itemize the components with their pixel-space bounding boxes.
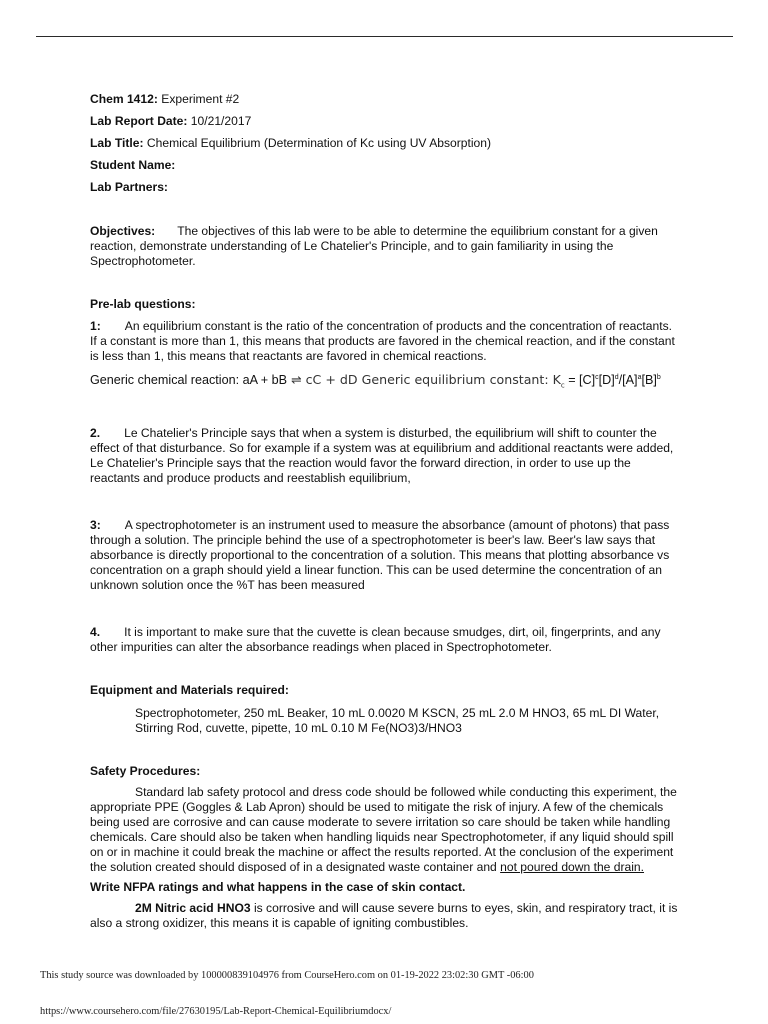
eq-slash-a: /[A]: [618, 373, 638, 388]
eq-prefix: Generic chemical reaction: aA + bB: [90, 373, 288, 388]
eq-sup-b: b: [656, 374, 661, 381]
safety-heading-text: Safety Procedures:: [90, 763, 201, 778]
partners-line: [90, 180, 680, 195]
safety-text: Standard lab safety protocol and dress code should be followed while conducting this experiment, the appropriate PPE (Goggles & Lab Apron) should be used to mitigate the risk of injury. A few of the chemicals being used are corrosive and can cause moderate to severe irritation so care should be taken while handling chemicals. Care should also be taken when handling liquids near Spectrophotometer, if any liquid should spill on or in machine it could break the machine or affect the results reported. At the conclusion of the experiment the solution created should disposed of in a designated waste container and: [90, 784, 677, 874]
generic-equation: [90, 370, 680, 394]
title-line: [90, 136, 680, 151]
top-rule: [36, 36, 733, 37]
title-value: Chemical Equilibrium (Determination of Kc using UV Absorption): [143, 136, 492, 150]
prelab-heading-text: Pre-lab questions:: [90, 297, 196, 311]
objectives-paragraph: [90, 224, 680, 269]
eq-const-label: Generic equilibrium constant: K: [357, 372, 561, 388]
student-line: [90, 158, 680, 173]
date-value: 10/21/2017: [187, 114, 252, 128]
prelab-q4: [90, 625, 680, 655]
lab-report-document: [90, 92, 680, 931]
objectives-text: The objectives of this lab were to be able to determine the equilibrium constant for a given reaction, demonstrate understanding of Le Chatelier's Principle, and to gain familiarity in using the Spectrophotometer.: [90, 224, 658, 268]
q3-number: 3:: [90, 517, 101, 532]
q4-text: It is important to make sure that the cuvette is clean because smudges, dirt, oil, fingerprints, and any other impurities can alter the absorbance readings when placed in Spectrophotometer.: [90, 624, 661, 654]
course-label: Chem 1412:: [90, 92, 158, 106]
eq-sup-d: d: [614, 374, 619, 381]
prelab-q1: [90, 319, 680, 364]
prelab-heading: [90, 297, 680, 312]
date-label: Lab Report Date:: [90, 114, 188, 128]
eq-sub-c: c: [560, 381, 565, 390]
course-line: [90, 92, 680, 107]
nitric-acid-label: 2M Nitric acid HNO3: [135, 900, 251, 915]
equipment-heading-text: Equipment and Materials required:: [90, 682, 289, 697]
student-label: Student Name:: [90, 158, 176, 172]
nitric-acid-text: is corrosive and will cause severe burns to eyes, skin, and respiratory tract, it is also a strong oxidizer, this means it is capable of igniting combustibles.: [90, 900, 678, 930]
partners-label: Lab Partners:: [90, 180, 168, 194]
nfpa-heading: [90, 880, 680, 895]
safety-underlined-text: not poured down the drain.: [500, 859, 645, 874]
q2-text: Le Chatelier's Principle says that when a system is disturbed, the equilibrium will shift to counter the effect of that disturbance. So for example if a system was at equilibrium and additional reactants were added, Le Chatelier's Principle says that the reaction would favor the forward direction, in order to use up the reactants and produce products and reestablish equilibrium,: [90, 425, 674, 485]
eq-sup-c: c: [595, 374, 599, 381]
q2-number: 2.: [90, 425, 101, 440]
eq-arrow: ⇌ cC + dD: [287, 372, 358, 388]
q1-number: 1:: [90, 319, 101, 333]
equipment-text: Spectrophotometer, 250 mL Beaker, 10 mL 0.0020 M KSCN, 25 mL 2.0 M HNO3, 65 mL DI Water, Stirring Rod, cuvette, pipette, 10 mL 0.10 M Fe(NO3)3/HNO3: [135, 705, 660, 735]
objectives-label: Objectives:: [90, 224, 156, 238]
prelab-q3: [90, 518, 680, 593]
nfpa-heading-text: Write NFPA ratings and what happens in the case of skin contact.: [90, 879, 466, 894]
eq-equals-c: = [C]: [564, 373, 596, 388]
safety-heading: [90, 764, 680, 779]
safety-paragraph: [90, 785, 680, 875]
equipment-heading: [90, 683, 680, 698]
prelab-q2: [90, 426, 680, 486]
nitric-acid-paragraph: [90, 901, 680, 931]
date-line: [90, 114, 680, 129]
footer-source-notice: This study source was downloaded by 100000839104976 from CourseHero.com on 01-19-2022 23:02:30 GMT -06:00: [40, 970, 534, 981]
course-value: Experiment #2: [157, 92, 240, 106]
title-label: Lab Title:: [90, 136, 144, 150]
q3-text: A spectrophotometer is an instrument used to measure the absorbance (amount of photons) that pass through a solution. The principle behind the use of a spectrophotometer is beer's law. Beer's law says that absorbance is directly proportional to the concentration of a solution. This means that plotting absorbance vs concentration on a graph should yield a linear function. This can be used determine the concentration of an unknown solution once the %T has been measured: [90, 517, 670, 592]
footer-url[interactable]: https://www.coursehero.com/file/27630195/Lab-Report-Chemical-Equilibriumdocx/: [40, 1006, 392, 1017]
eq-sup-a: a: [637, 374, 642, 381]
eq-d: [D]: [598, 373, 615, 388]
eq-b: [B]: [641, 373, 657, 388]
q1-text: An equilibrium constant is the ratio of the concentration of products and the concentration of reactants. If a constant is more than 1, this means that products are favored in the chemical reaction, and if the constant is less than 1, this means that reactants are favored in chemical reactions.: [90, 319, 675, 363]
q4-number: 4.: [90, 624, 101, 639]
